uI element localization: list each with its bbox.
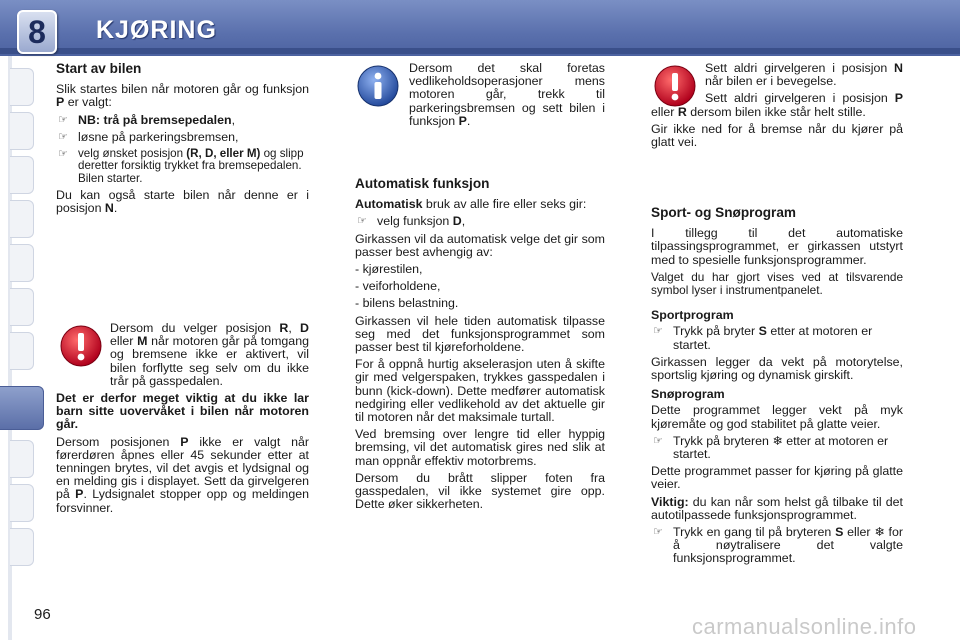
chapter-tab-3[interactable] — [10, 156, 34, 194]
automatic-section — [355, 177, 605, 515]
chapter-tab-1[interactable] — [10, 68, 34, 106]
chapter-number-badge: 8 — [17, 10, 57, 54]
creep-warning-text: Dersom du velger posisjon R, D eller M når motoren går på tomgang og bremsene ikke er aktivert, vil bilen forflytte seg selv om du ikke trår på gasspedalen. — [110, 321, 309, 388]
pointing-hand-icon: ☞ — [653, 434, 663, 447]
sport-program-effect: Girkassen legger da vekt på motorytelse, sportslig kjøring og dynamisk girskift. — [651, 354, 903, 383]
snowflake-icon: ❄ — [772, 433, 783, 448]
snow-program-step: ☞ Trykk på bryteren ❄ etter at motoren er startet. — [653, 433, 889, 462]
automatic-depends: Girkassen vil da automatisk velge det gir som passer best avhengig av: — [355, 231, 605, 259]
sport-snow-heading: Sport- og Snøprogram — [651, 205, 796, 220]
factor-vehicle-load: - bilens belastning. — [355, 296, 459, 311]
sport-snow-indicator: Valget du har gjort vises ved at tilsvarende symbol lyser i instrumentpanelet. — [651, 269, 903, 298]
start-neutral-note: Du kan også starte bilen når denne er i posisjon N. — [56, 188, 309, 216]
factor-driving-style: - kjørestilen, — [355, 262, 423, 277]
maintenance-info-section — [355, 62, 605, 132]
chapter-tab-2[interactable] — [10, 112, 34, 150]
pointing-hand-icon: ☞ — [653, 526, 663, 539]
start-intro: Slik startes bilen når motoren går og funksjon P er valgt: — [56, 82, 309, 110]
automatic-safety: Dersom du brått slipper foten fra gasspedalen, vil ikke systemet gire opp. Dette øker sikkerheten. — [355, 470, 605, 512]
neutral-warning-text: Sett aldri girvelgeren i posisjon N når bilen er i bevegelse. — [705, 61, 903, 89]
sport-program-heading: Sportprogram — [651, 308, 734, 323]
start-section — [56, 62, 309, 220]
sport-program-step: ☞ Trykk på bryter S etter at motoren er startet. — [653, 324, 873, 352]
start-heading: Start av bilen — [56, 61, 142, 76]
park-warning-text: Dersom posisjonen P ikke er valgt når førerdøren åpnes eller 45 sekunder etter at tenningen brytes, vil det avgis et lydsignal og en melding gis i displayet. Sett da girvelgeren på P. Lydsignalet stopper opp og meldingen forsvinner. — [56, 434, 309, 515]
chapter-tab-10[interactable] — [10, 484, 34, 522]
cancel-program-step: ☞ Trykk en gang til på bryteren S eller ❄ for å nøytralisere det valgte funksjonsprogrammet. — [653, 525, 903, 566]
chapter-tab-strip — [0, 56, 40, 640]
automatic-heading: Automatisk funksjon — [355, 176, 490, 191]
chapter-tab-5[interactable] — [10, 244, 34, 282]
sport-snow-section — [651, 206, 903, 570]
automatic-adapt: Girkassen vil hele tiden automatisk tilpasse seg med det funksjonsprogrammet som passer best til kjøreforholdene. — [355, 313, 605, 355]
pointing-hand-icon: ☞ — [653, 325, 663, 338]
snow-program-use: Dette programmet passer for kjøring på glatte veier. — [651, 464, 903, 492]
snowflake-icon: ❄ — [874, 525, 885, 540]
chapter-tab-9[interactable] — [10, 440, 34, 478]
pointing-hand-icon: ☞ — [357, 215, 367, 228]
snow-program-effect: Dette programmet legger vekt på myk kjøremåte og god stabilitet på glatte veier. — [651, 403, 903, 431]
pointing-hand-icon: ☞ — [58, 148, 68, 161]
watermark: carmanualsonline.info — [692, 614, 917, 639]
chapter-tab-4[interactable] — [10, 200, 34, 238]
chapter-title: KJØRING — [96, 16, 217, 44]
start-step-1: ☞ NB: trå på bremsepedalen, — [58, 112, 236, 127]
driving-warning-section — [651, 62, 903, 153]
chapter-tab-7[interactable] — [10, 332, 34, 370]
pointing-hand-icon: ☞ — [58, 130, 68, 143]
maintenance-info-text: Dersom det skal foretas vedlikeholdsoperasjoner mens motoren går, trekk til parkeringsbremsen og sett bilen i funksjon P. — [409, 61, 605, 128]
chapter-tab-11[interactable] — [10, 528, 34, 566]
automatic-step: ☞ velg funksjon D, — [357, 214, 466, 229]
slippery-road-warning-text: Gir ikke ned for å bremse når du kjører på glatt vei. — [651, 121, 903, 150]
page-number: 96 — [34, 606, 51, 623]
chapter-tab-8-active[interactable] — [0, 386, 44, 430]
pointing-hand-icon: ☞ — [58, 113, 68, 126]
chapter-tab-6[interactable] — [10, 288, 34, 326]
child-warning-text: Det er derfor meget viktig at du ikke lar barn sitte uovervåket i bilen når motoren går. — [56, 391, 309, 432]
snow-program-heading: Snøprogram — [651, 387, 725, 402]
automatic-intro: Automatisk bruk av alle fire eller seks gir: — [355, 197, 587, 212]
header-underline — [0, 48, 960, 54]
important-note: Viktig: du kan når som helst gå tilbake til det autotilpassede funksjonsprogrammet. — [651, 494, 903, 522]
park-reverse-warning-text: Sett aldri girvelgeren i posisjon P eller R dersom bilen ikke står helt stille. — [651, 91, 903, 119]
automatic-engine-brake: Ved bremsing over lengre tid eller hyppig bremsing, vil det automatisk gires ned slik at man oppnår effektiv motorbrems. — [355, 427, 605, 468]
factor-road-conditions: - veiforholdene, — [355, 279, 441, 294]
start-step-2: ☞ løsne på parkeringsbremsen, — [58, 129, 239, 144]
sport-snow-intro: I tillegg til det automatiske tilpassingsprogrammet, er girkassen utstyrt med to spesielle funksjonsprogrammer. — [651, 226, 903, 267]
gear-warning-section — [56, 322, 309, 519]
automatic-kickdown: For å oppnå hurtig akselerasjon uten å skifte gir med velgerspaken, trykkes gasspedalen i bunn (kick-down). Dette medfører automatisk nedgiring eller vedlikehold av det aktuelle gir til motoren når det maksimale turtall. — [355, 357, 605, 425]
start-step-3: ☞ velg ønsket posisjon (R, D, eller M) og slipp deretter forsiktig trykket fra bremsepedalen. Bilen starter. — [58, 147, 304, 185]
page-header — [0, 0, 960, 56]
